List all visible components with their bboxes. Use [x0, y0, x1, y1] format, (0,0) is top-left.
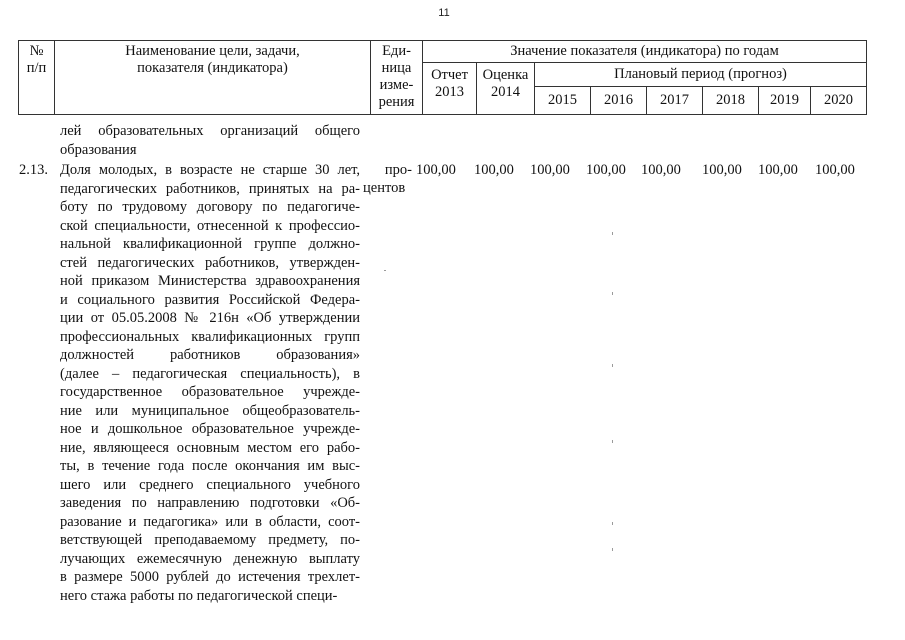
value-2020: 100,00: [815, 162, 855, 178]
indicator-description: [60, 161, 360, 605]
scan-speck: [612, 232, 613, 235]
scan-speck: [612, 292, 613, 295]
indicator-table-header: [18, 40, 867, 115]
value-2013: 100,00: [416, 162, 456, 178]
header-year-2020: 2020: [811, 87, 867, 115]
description-line: в размере 5000 рублей до истечения трехлет-: [60, 569, 360, 585]
scan-speck: [612, 364, 613, 367]
scan-speck: [612, 548, 613, 551]
description-line: должностей работников образования»: [60, 347, 360, 363]
description-line: боту по трудовому договору по педагогиче-: [60, 199, 360, 215]
continuation-line: лей образовательных организаций общего: [60, 123, 360, 139]
description-line: профессиональных квалификационных групп: [60, 328, 360, 345]
unit-line-2: центов: [363, 180, 406, 196]
header-number-cell: № п/п: [19, 41, 55, 115]
description-line: нальной квалификационной группе должно-: [60, 236, 360, 252]
description-line: стей педагогических работников, утвержден-: [60, 254, 360, 271]
continuation-text: [60, 122, 360, 159]
value-2016: 100,00: [586, 162, 626, 178]
description-line: лучающих ежемесячную денежную выплату: [60, 550, 360, 567]
description-line: государственное образовательное учрежде-: [60, 384, 360, 400]
page-number: 11: [438, 7, 450, 19]
header-unit-cell: Еди- ница изме- рения: [371, 41, 423, 115]
value-2015: 100,00: [530, 162, 570, 178]
header-year-2019: 2019: [759, 87, 811, 115]
header-estimate-2014: Оценка 2014: [477, 63, 535, 115]
description-line: ное и дошкольное образовательное учрежде-: [60, 421, 360, 437]
header-year-2015: 2015: [535, 87, 591, 115]
scan-speck: [384, 270, 386, 271]
description-line: ции от 05.05.2008 № 216н «Об утверждении: [60, 310, 360, 326]
row-number: 2.13.: [19, 162, 48, 178]
header-plan-title: Плановый период (прогноз): [535, 63, 867, 87]
description-line: Доля молодых, в возрасте не старше 30 лет,: [60, 162, 360, 178]
value-2014: 100,00: [474, 162, 514, 178]
description-line: ветствующей преподаваемому предмету, по-: [60, 532, 360, 548]
description-line: (далее – педагогическая специальность), в: [60, 365, 360, 382]
description-line: ты, в течение года после окончания им выс-: [60, 458, 360, 474]
description-line: заведения по направлению подготовки «Об-: [60, 495, 360, 511]
description-line: ной приказом Министерства здравоохранения: [60, 273, 360, 289]
description-line: шего или среднего специального учебного: [60, 476, 360, 493]
header-report-2013: Отчет 2013: [423, 63, 477, 115]
unit-line-1: про-: [384, 162, 412, 178]
header-name-cell: Наименование цели, задачи, показателя (индикатора): [55, 41, 371, 115]
description-line: разование и педагогика» или в области, соот-: [60, 513, 360, 530]
description-line: ние, являющееся основным местом его рабо-: [60, 439, 360, 456]
value-2018: 100,00: [702, 162, 742, 178]
scan-speck: [612, 522, 613, 525]
description-line: ской специальности, отнесенной к профессио-: [60, 217, 360, 234]
header-year-2017: 2017: [647, 87, 703, 115]
continuation-line: образования: [60, 141, 137, 158]
header-values-title: Значение показателя (индикатора) по годам: [423, 41, 867, 63]
header-year-2018: 2018: [703, 87, 759, 115]
description-line: него стажа работы по педагогической специ-: [60, 587, 338, 604]
scan-speck: [612, 440, 613, 443]
description-line: и социального развития Российской Федера-: [60, 291, 360, 308]
value-2017: 100,00: [641, 162, 681, 178]
header-year-2016: 2016: [591, 87, 647, 115]
value-2019: 100,00: [758, 162, 798, 178]
description-line: педагогических работников, принятых на ра-: [60, 180, 360, 197]
description-line: ние или муниципальное общеобразователь-: [60, 402, 360, 419]
